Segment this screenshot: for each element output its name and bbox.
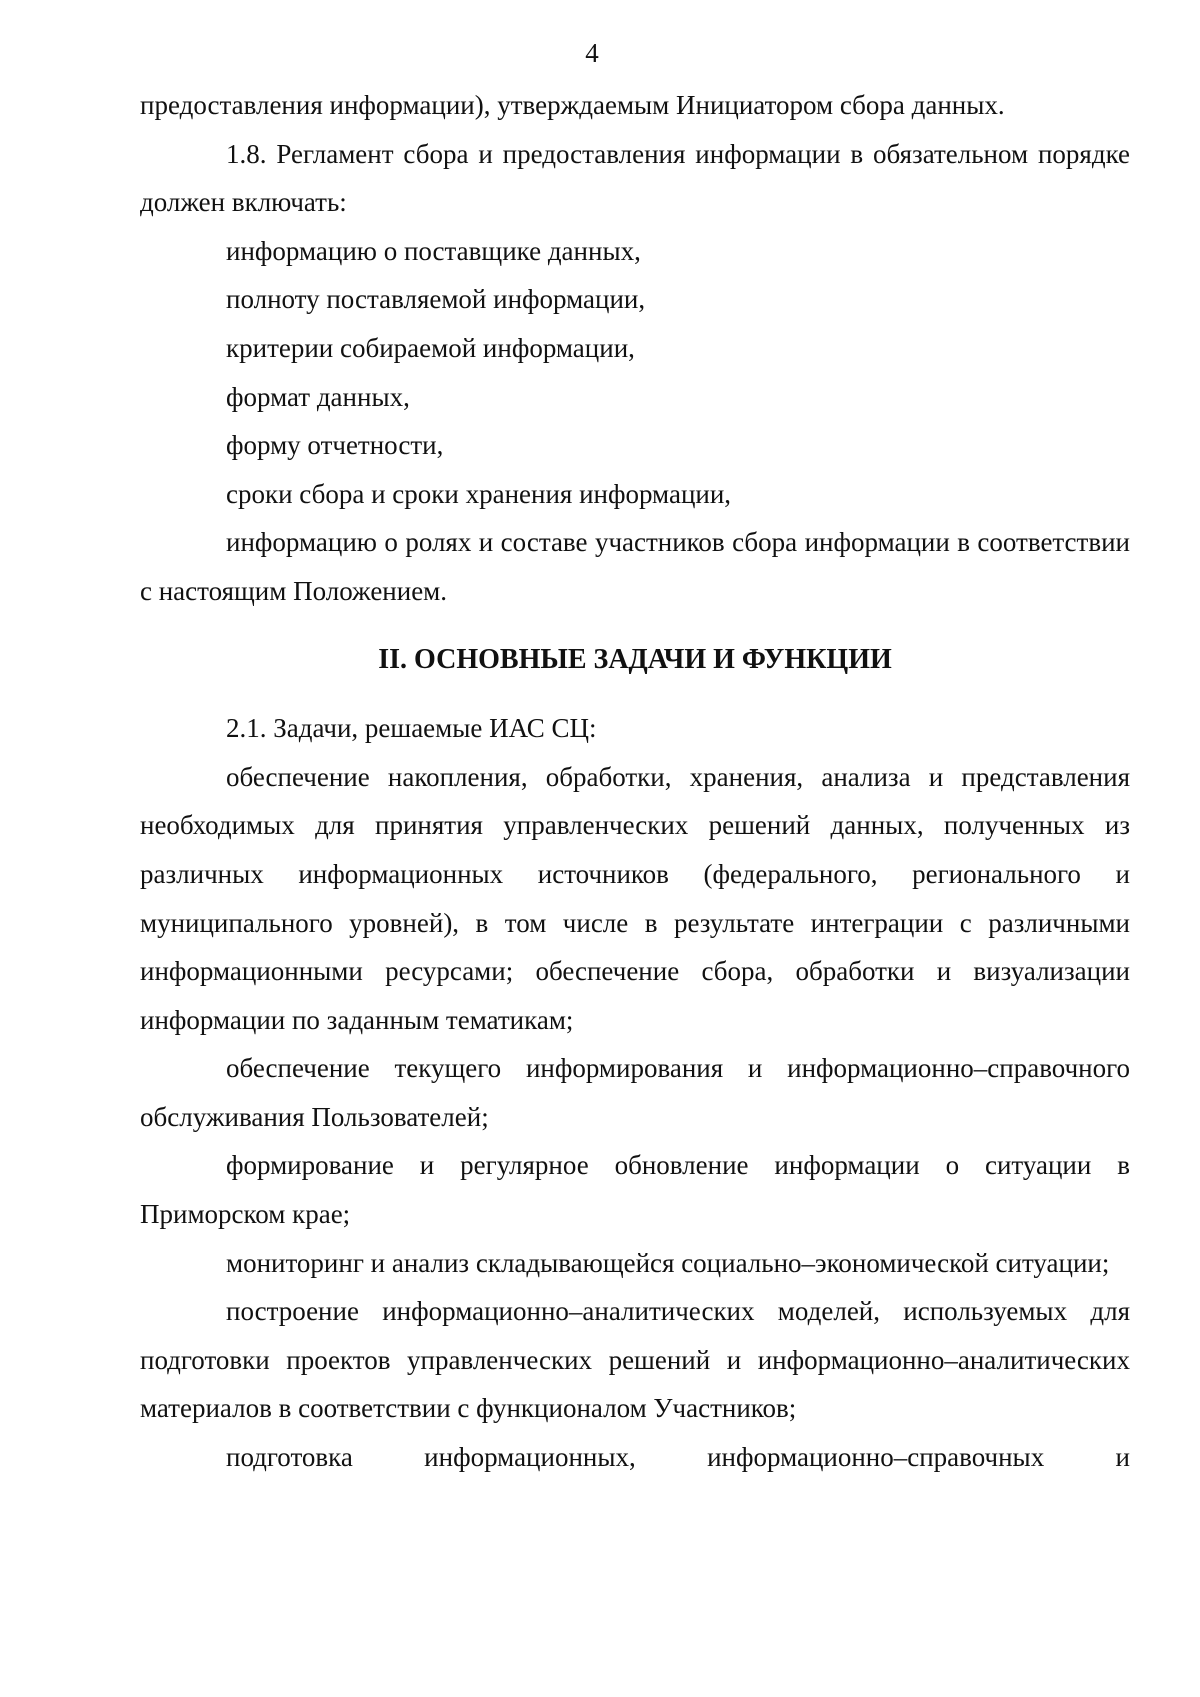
section-heading: II. ОСНОВНЫЕ ЗАДАЧИ И ФУНКЦИИ [378, 643, 892, 675]
page-number: 4 [585, 38, 599, 68]
document-body [140, 81, 1130, 1482]
list-item-last: информацию о ролях и составе участников сбора информации в соответствии с настоящим Положением. [140, 527, 1130, 606]
list-item: форму отчетности, [226, 430, 444, 461]
paragraph-1-8: 1.8. Регламент сбора и предоставления информации в обязательном порядке должен включать: [140, 138, 1130, 218]
task-paragraph: обеспечение текущего информирования и информационно–справочного обслуживания Пользователей; [140, 1053, 1130, 1132]
task-paragraph: мониторинг и анализ складывающейся социально–экономической ситуации; [226, 1247, 1110, 1278]
task-paragraph: обеспечение накопления, обработки, хранения, анализа и представления необходимых для принятия управленческих решений данных, полученных из различных информационных источников (федерального, регионального и муниципального уровней), в том числе в результате интеграции с различными информационными ресурсами; обеспечение сбора, обработки и визуализации информации по заданным тематикам; [140, 761, 1130, 1035]
list-item: информацию о поставщике данных, [226, 235, 641, 266]
task-paragraph-continued: подготовка информационных, информационно–справочных и [226, 1442, 1130, 1473]
list-item: критерии собираемой информации, [226, 332, 635, 363]
list-item: полноту поставляемой информации, [226, 284, 646, 315]
list-item: сроки сбора и сроки хранения информации, [226, 478, 732, 509]
list-item: формат данных, [226, 381, 410, 412]
task-paragraph: построение информационно–аналитических моделей, используемых для подготовки проектов управленческих решений и информационно–аналитических материалов в соответствии с функционалом Участников; [140, 1296, 1130, 1424]
paragraph-continuation: предоставления информации), утверждаемым Инициатором сбора данных. [140, 90, 1005, 120]
task-paragraph: формирование и регулярное обновление информации о ситуации в Приморском крае; [140, 1150, 1130, 1230]
paragraph-2-1: 2.1. Задачи, решаемые ИАС СЦ: [226, 713, 597, 744]
